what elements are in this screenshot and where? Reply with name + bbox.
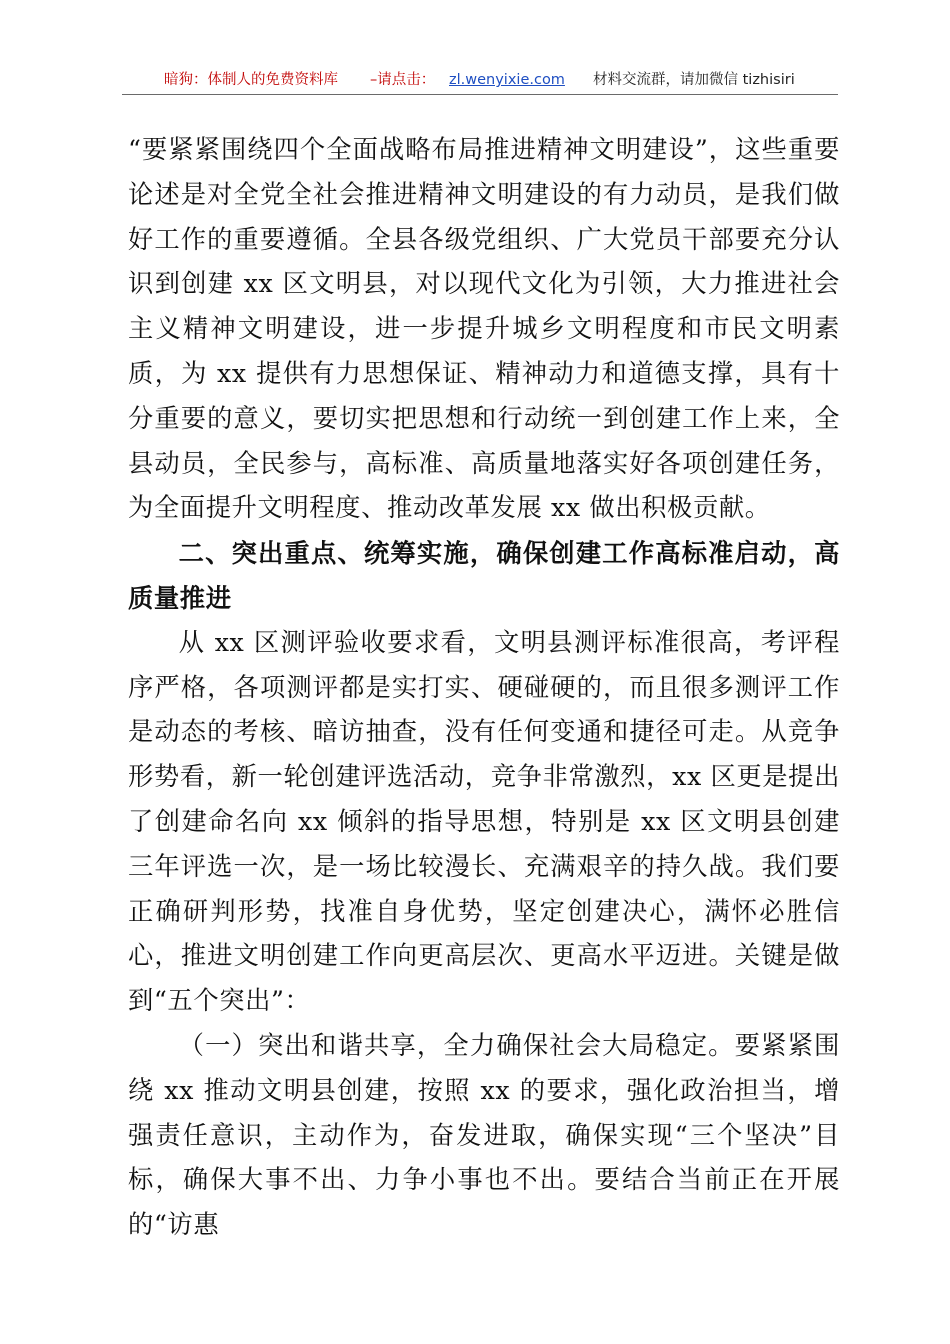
document-body: [128, 128, 840, 1248]
section-heading-2: 二、突出重点、统筹实施，确保创建工作高标准启动，高质量推进: [128, 538, 840, 613]
paragraph-1: “要紧紧围绕四个全面战略布局推进精神文明建设”，这些重要论述是对全党全社会推进精神文明建设的有力动员，是我们做好工作的重要遵循。全县各级党组织、广大党员干部要充分认识到创建 xx 区文明县，对以现代文化为引领，大力推进社会主义精神文明建设，进一步提升城乡文明程度和市民文明素质，为 xx 提供有力思想保证、精神动力和道德支撑，具有十分重要的意义，要切实把思想和行动统一到创建工作上来，全县动员，全民参与，高标准、高质量地落实好各项创建任务，为全面提升文明程度、推动改革发展 xx 做出积极贡献。: [128, 135, 840, 523]
click-prompt: –请点击：: [370, 72, 436, 88]
paragraph-3: （一）突出和谐共享，全力确保社会大局稳定。要紧紧围绕 xx 推动文明县创建，按照 xx 的要求，强化政治担当，增强责任意识，主动作为，奋发进取，确保实现“三个坚决”目标，确保大事不出、力争小事也不出。要结合当前正在开展的“访惠: [128, 1030, 840, 1240]
site-label: 暗狗：体制人的免费资料库: [164, 72, 338, 88]
page-header: [122, 66, 838, 95]
paragraph-2: 从 xx 区测评验收要求看，文明县测评标准很高，考评程序严格，各项测评都是实打实、硬碰硬的，而且很多测评工作是动态的考核、暗访抽查，没有任何变通和捷径可走。从竞争形势看，新一轮创建评选活动，竞争非常激烈，xx 区更是提出了创建命名向 xx 倾斜的指导思想，特别是 xx 区文明县创建三年评选一次，是一场比较漫长、充满艰辛的持久战。我们要正确研判形势，找准自身优势，坚定创建决心，满怀必胜信心，推进文明创建工作向更高层次、更高水平迈进。关键是做到“五个突出”：: [128, 627, 840, 1016]
wechat-note: 材料交流群，请加微信 tizhisiri: [593, 72, 795, 88]
site-link[interactable]: zl.wenyixie.com: [449, 72, 565, 88]
